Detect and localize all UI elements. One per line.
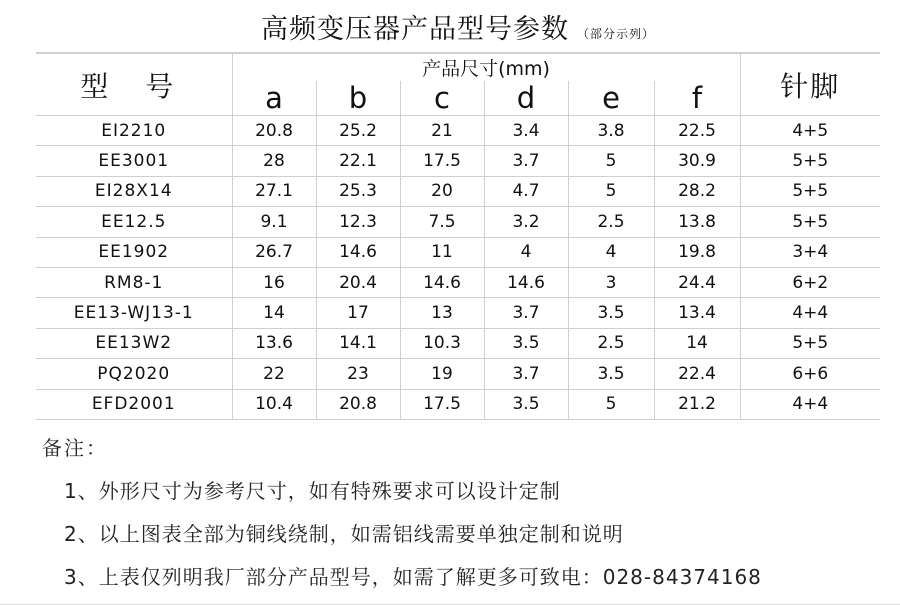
cell-d: 4 <box>484 237 568 267</box>
cell-pins: 4+4 <box>740 298 880 328</box>
cell-f: 19.8 <box>654 237 740 267</box>
header-col-f: f <box>654 81 740 116</box>
cell-pins: 4+5 <box>740 116 880 146</box>
cell-f: 28.2 <box>654 176 740 206</box>
cell-f: 30.9 <box>654 146 740 176</box>
cell-e: 2.5 <box>568 328 654 358</box>
cell-f: 24.4 <box>654 267 740 297</box>
spec-sheet <box>36 0 880 420</box>
cell-d: 3.7 <box>484 298 568 328</box>
table-row <box>36 298 880 328</box>
note-item: 1、外形尺寸为参考尺寸，如有特殊要求可以设计定制 <box>64 479 561 503</box>
table-row <box>36 359 880 389</box>
cell-e: 3.5 <box>568 359 654 389</box>
cell-c: 13 <box>400 298 484 328</box>
cell-f: 22.5 <box>654 116 740 146</box>
cell-a: 28 <box>232 146 316 176</box>
cell-a: 26.7 <box>232 237 316 267</box>
cell-f: 13.4 <box>654 298 740 328</box>
cell-e: 3.8 <box>568 116 654 146</box>
cell-e: 5 <box>568 389 654 419</box>
cell-model: EE13-WJ13-1 <box>36 298 232 328</box>
header-col-c: c <box>400 81 484 116</box>
header-model: 型 号 <box>36 54 232 116</box>
header-col-a: a <box>232 81 316 116</box>
cell-pins: 5+5 <box>740 207 880 237</box>
table-row <box>36 328 880 358</box>
notes-heading: 备注： <box>42 436 108 460</box>
cell-d: 3.2 <box>484 207 568 237</box>
cell-b: 22.1 <box>316 146 400 176</box>
table-row <box>36 389 880 419</box>
cell-a: 14 <box>232 298 316 328</box>
cell-pins: 5+5 <box>740 146 880 176</box>
notes-section <box>42 432 762 604</box>
cell-model: EE3001 <box>36 146 232 176</box>
cell-d: 14.6 <box>484 267 568 297</box>
cell-d: 3.5 <box>484 389 568 419</box>
cell-b: 25.2 <box>316 116 400 146</box>
table-row <box>36 146 880 176</box>
cell-e: 2.5 <box>568 207 654 237</box>
cell-b: 23 <box>316 359 400 389</box>
cell-pins: 3+4 <box>740 237 880 267</box>
cell-c: 19 <box>400 359 484 389</box>
cell-pins: 4+4 <box>740 389 880 419</box>
table-row <box>36 176 880 206</box>
cell-pins: 6+2 <box>740 267 880 297</box>
cell-c: 11 <box>400 237 484 267</box>
cell-c: 20 <box>400 176 484 206</box>
note-item: 3、上表仅列明我厂部分产品型号，如需了解更多可致电：028-84374168 <box>64 565 762 589</box>
page-title <box>36 0 880 53</box>
cell-a: 27.1 <box>232 176 316 206</box>
cell-b: 17 <box>316 298 400 328</box>
cell-b: 20.4 <box>316 267 400 297</box>
cell-f: 21.2 <box>654 389 740 419</box>
table-row <box>36 267 880 297</box>
cell-b: 12.3 <box>316 207 400 237</box>
header-col-b: b <box>316 81 400 116</box>
cell-e: 4 <box>568 237 654 267</box>
title-note: （部分示列） <box>576 26 655 41</box>
table-row <box>36 207 880 237</box>
cell-b: 20.8 <box>316 389 400 419</box>
cell-e: 5 <box>568 176 654 206</box>
cell-pins: 5+5 <box>740 328 880 358</box>
cell-a: 10.4 <box>232 389 316 419</box>
cell-f: 14 <box>654 328 740 358</box>
cell-model: EFD2001 <box>36 389 232 419</box>
spec-table <box>36 53 880 420</box>
table-row <box>36 116 880 146</box>
cell-model: EI28X14 <box>36 176 232 206</box>
cell-a: 13.6 <box>232 328 316 358</box>
note-item: 2、以上图表全部为铜线绕制，如需铝线需要单独定制和说明 <box>64 522 624 546</box>
cell-e: 3.5 <box>568 298 654 328</box>
cell-c: 21 <box>400 116 484 146</box>
cell-b: 14.1 <box>316 328 400 358</box>
cell-d: 4.7 <box>484 176 568 206</box>
cell-model: EE13W2 <box>36 328 232 358</box>
cell-e: 3 <box>568 267 654 297</box>
table-row <box>36 237 880 267</box>
cell-c: 17.5 <box>400 146 484 176</box>
cell-a: 22 <box>232 359 316 389</box>
cell-f: 22.4 <box>654 359 740 389</box>
cell-model: EI2210 <box>36 116 232 146</box>
cell-b: 14.6 <box>316 237 400 267</box>
cell-f: 13.8 <box>654 207 740 237</box>
cell-model: RM8-1 <box>36 267 232 297</box>
cell-c: 17.5 <box>400 389 484 419</box>
header-col-e: e <box>568 81 654 116</box>
cell-model: EE1902 <box>36 237 232 267</box>
header-pins: 针脚 <box>740 54 880 116</box>
cell-e: 5 <box>568 146 654 176</box>
cell-pins: 6+6 <box>740 359 880 389</box>
cell-d: 3.5 <box>484 328 568 358</box>
cell-a: 16 <box>232 267 316 297</box>
cell-d: 3.7 <box>484 359 568 389</box>
cell-c: 10.3 <box>400 328 484 358</box>
cell-d: 3.7 <box>484 146 568 176</box>
cell-c: 14.6 <box>400 267 484 297</box>
header-col-d: d <box>484 81 568 116</box>
cell-d: 3.4 <box>484 116 568 146</box>
cell-a: 9.1 <box>232 207 316 237</box>
cell-c: 7.5 <box>400 207 484 237</box>
cell-model: EE12.5 <box>36 207 232 237</box>
cell-b: 25.3 <box>316 176 400 206</box>
cell-model: PQ2020 <box>36 359 232 389</box>
cell-pins: 5+5 <box>740 176 880 206</box>
header-dimension: 产品尺寸(mm) <box>232 54 740 82</box>
title-main: 高频变压器产品型号参数 <box>260 13 569 45</box>
cell-a: 20.8 <box>232 116 316 146</box>
